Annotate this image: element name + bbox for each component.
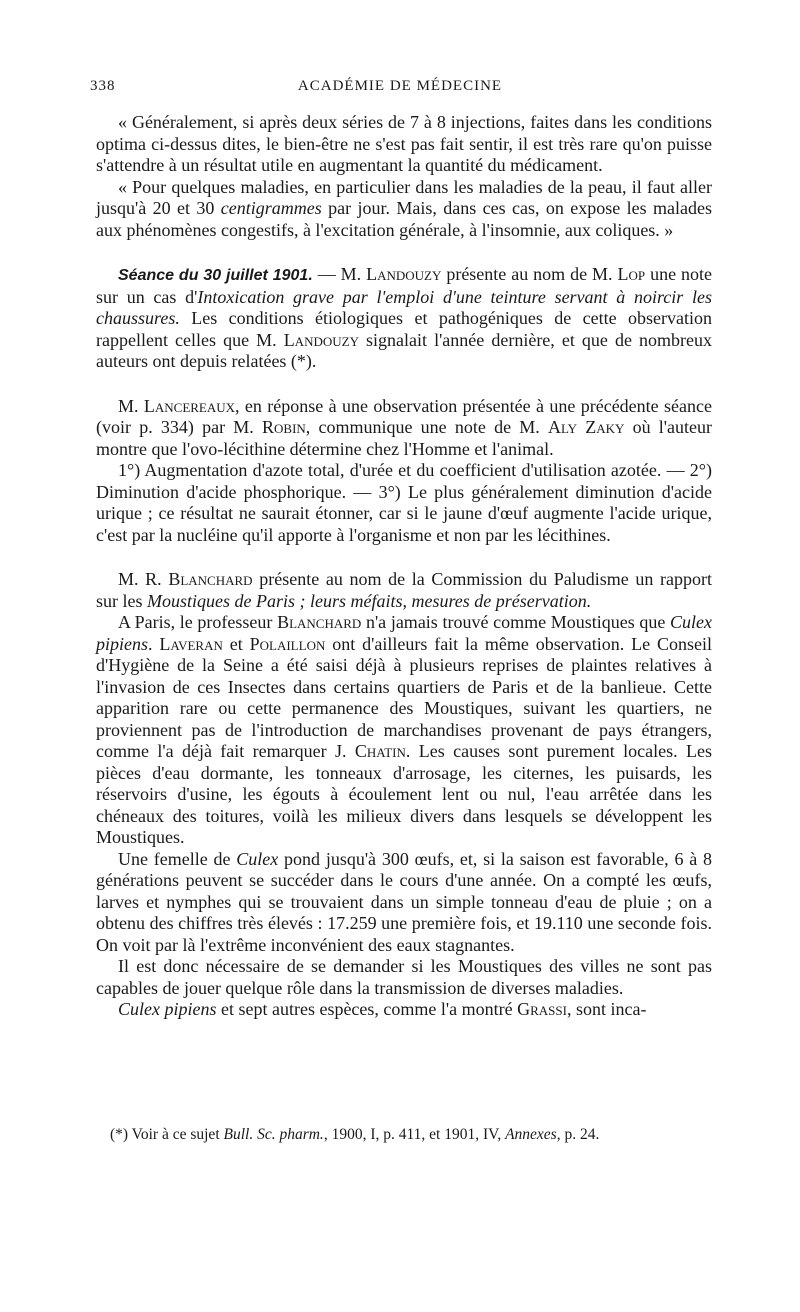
paragraph: 1°) Augmentation d'azote total, d'urée et du coefficient d'utilisation azotée. — 2°) Diminution d'acide phosphorique. — 3°) Le plus généralement diminution d'acide urique ; ce résultat ne saurait étonner, car si le jaune d'œuf augmente l'acide urique, c'est par la nucléine qu'il apporte à l'organisme et non par les lécithines.: [96, 460, 712, 545]
paragraph: M. R. Blanchard présente au nom de la Commission du Paludisme un rapport sur les Moustiques de Paris ; leurs méfaits, mesures de préservation.: [96, 569, 713, 611]
session-paragraph: Séance du 30 juillet 1901. — M. Landouzy présente au nom de M. Lop une note sur un cas d'Intoxication grave par l'emploi d'une teinture servant à noircir les chaussures. Les conditions étiologiques et pathogéniques de cette observation rappellent celles que M. Landouzy signalait l'année dernière, et que de nombreux auteurs ont depuis relatées (*).: [96, 264, 713, 371]
body-text: [96, 112, 712, 1021]
running-title: ACADÉMIE DE MÉDECINE: [297, 78, 503, 94]
session-heading: Séance du 30 juillet 1901.: [118, 267, 313, 284]
page-header: [90, 78, 710, 102]
paragraph: A Paris, le professeur Blanchard n'a jamais trouvé comme Moustiques que Culex pipiens. Laveran et Polaillon ont d'ailleurs fait la même observation. Le Conseil d'Hygiène de la Seine a été saisi déjà à plusieurs reprises de plaintes relatives à l'invasion de ces Insectes dans certains quartiers de Paris et de la banlieue. Cette apparition rare ou cette permanence des Moustiques, suivant les quartiers, ne proviennent pas de l'introduction de marchandises provenant de pays étrangers, comme l'a déjà fait remarquer J. Chatin. Les causes sont purement locales. Les pièces d'eau dormante, les tonneaux d'arrosage, les citernes, les puisards, les réservoirs d'usine, les égouts à écoulement lent ou nul, l'eau arrêtée dans les chéneaux des toitures, voilà les milieux divers dans lesquels se développent les Moustiques.: [96, 612, 713, 847]
paragraph: Culex pipiens et sept autres espèces, comme l'a montré Grassi, sont inca-: [118, 999, 647, 1019]
paragraph: Il est donc nécessaire de se demander si les Moustiques des villes ne sont pas capables de jouer quelque rôle dans la transmission de diverses maladies.: [96, 956, 712, 998]
paragraph: « Pour quelques maladies, en particulier dans les maladies de la peau, il faut aller jusqu'à 20 et 30 centigrammes par jour. Mais, dans ces cas, on expose les malades aux phénomènes congestifs, à l'excitation générale, à l'insomnie, aux coliques. »: [96, 176, 712, 240]
footnote: (*) Voir à ce sujet Bull. Sc. pharm., 1900, I, p. 411, et 1901, IV, Annexes, p. 24.: [110, 1126, 600, 1143]
paragraph: « Généralement, si après deux séries de 7 à 8 injections, faites dans les conditions optima ci-dessus dites, le bien-être ne s'est pas fait sentir, il est très rare qu'on puisse s'attendre à un résultat utile en augmentant la quantité du médicament.: [96, 112, 712, 175]
paragraph: M. Lancereaux, en réponse à une observation présentée à une précédente séance (voir p. 334) par M. Robin, communique une note de M. Aly Zaky où l'auteur montre que l'ovo-lécithine détermine chez l'Homme et l'animal.: [96, 395, 712, 459]
paragraph: Une femelle de Culex pond jusqu'à 300 œufs, et, si la saison est favorable, 6 à 8 générations peuvent se succéder dans le cours d'une année. On a compté les œufs, larves et nymphes qui se trouvaient dans un simple tonneau d'eau de pluie ; on a obtenu des chiffres très élevés : 17.259 une première fois, et 19.110 une seconde fois. On voit par là l'extrême inconvénient des eaux stagnantes.: [96, 848, 712, 955]
page-number: 338: [90, 78, 116, 94]
